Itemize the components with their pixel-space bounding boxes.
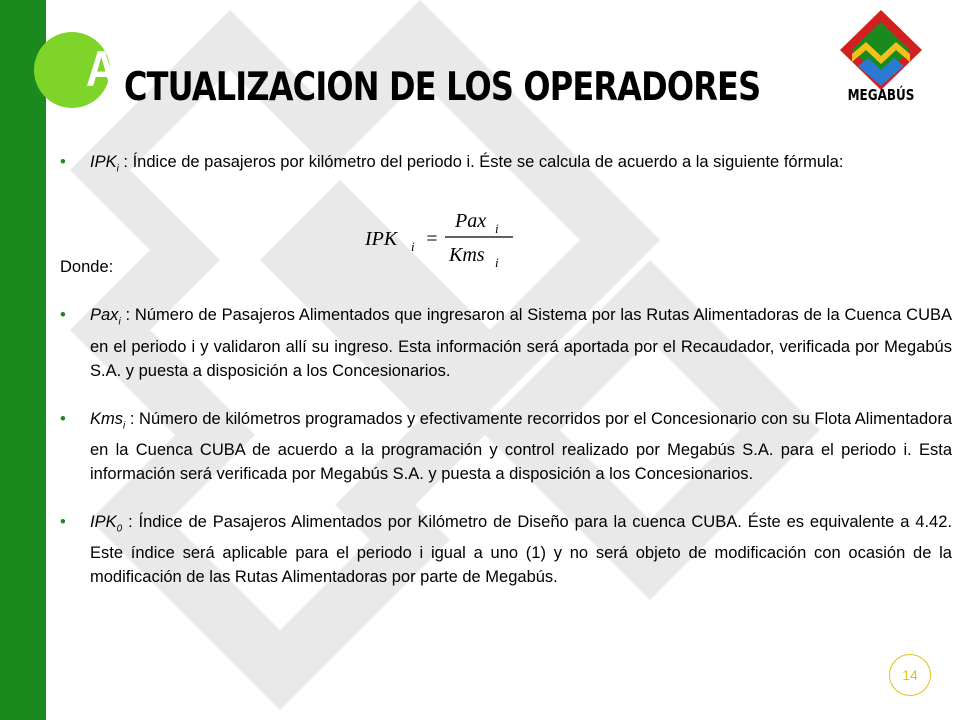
formula-lhs-sub: i: [411, 239, 415, 254]
bullet-pax-i: [60, 303, 952, 382]
term-description: : Número de Pasajeros Alimentados que ingresaron al Sistema por las Rutas Alimentadoras de la Cuenca CUBA en el periodo i y validaron allí su ingreso. Esta información será aportada por el Recaudador, verificada por Megabús S.A. y puesta a disposición a los Concesionarios.: [90, 306, 952, 380]
title-initial: A: [86, 41, 117, 97]
formula-denominator: Kms: [449, 244, 485, 266]
logo-text: MEGABÚS: [847, 86, 915, 104]
bullet-ipk-i: [60, 150, 952, 181]
term-description: : Índice de pasajeros por kilómetro del periodo i. Éste se calcula de acuerdo a la siguiente fórmula:: [118, 153, 844, 171]
formula-denominator-sub: i: [495, 255, 499, 269]
formula-numerator: Pax: [455, 210, 487, 232]
formula-lhs: IPK: [365, 228, 398, 250]
formula-equals: =: [425, 228, 439, 250]
bullet-ipk-0: [60, 510, 952, 589]
ipk-formula: [365, 207, 525, 269]
slide-title: [34, 18, 794, 108]
donde-label: Donde:: [60, 258, 114, 277]
bullet-dot: •: [60, 512, 66, 531]
term-label: Pax$_i$: [90, 306, 121, 328]
term-description: : Índice de Pasajeros Alimentados por Kilómetro de Diseño para la cuenca CUBA. Éste es equivalente a 4.42. Este índice será aplicable para el periodo i igual a uno (1) y no será objeto de modificación con ocasión de la modificación de las Rutas Alimentadoras por parte de Megabús.: [90, 512, 952, 587]
term-label: $IPK_i$: [90, 153, 119, 175]
bullet-dot: •: [60, 153, 66, 171]
title-text: CTUALIZACION DE LOS OPERADORES: [124, 65, 761, 110]
bullet-kms-i: [60, 407, 952, 486]
page-number: 14: [889, 654, 931, 696]
formula-numerator-sub: i: [495, 221, 499, 236]
bullet-dot: •: [60, 409, 66, 428]
bullet-dot: •: [60, 306, 66, 325]
term-label: $IPK_0$: [90, 512, 123, 535]
term-description: : Número de kilómetros programados y efectivamente recorridos por el Concesionario con su Flota Alimentadora en la Cuenca CUBA de acuerdo a la programación y control realizado por Megabús S.A. para el periodo i. Esta información será verificada por Megabús S.A. y puesta a disposición a los Concesionarios.: [90, 409, 952, 483]
term-label: Kms$_i$: [90, 409, 126, 431]
